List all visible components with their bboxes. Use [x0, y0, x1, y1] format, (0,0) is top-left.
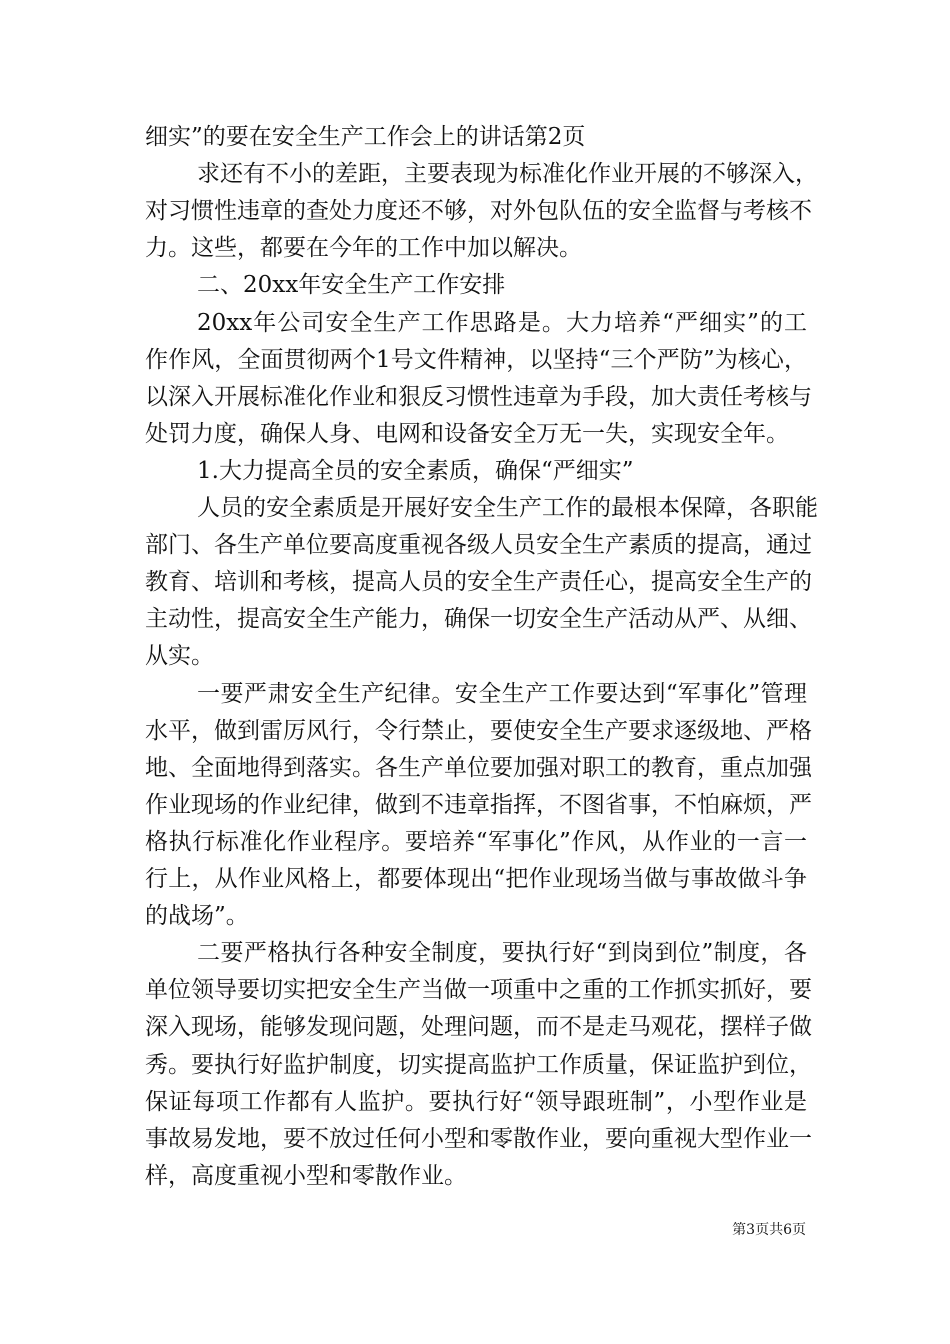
text-line: 二、20xx年安全生产工作安排	[197, 272, 506, 299]
text-line: 水平，做到雷厉风行，令行禁止，要使安全生产要求逐级地、严格	[145, 717, 812, 744]
text-line: 格执行标准化作业程序。要培养“军事化”作风，从作业的一言一	[145, 828, 807, 855]
text-line: 深入现场，能够发现问题，处理问题，而不是走马观花，摆样子做	[145, 1014, 812, 1041]
text-line: 二要严格执行各种安全制度，要执行好“到岗到位”制度，各	[197, 940, 807, 967]
text-line: 人员的安全素质是开展好安全生产工作的最根本保障，各职能	[197, 495, 818, 521]
text-line: 1.大力提高全员的安全素质，确保“严细实”	[197, 457, 634, 484]
text-line: 处罚力度，确保人身、电网和设备安全万无一失，实现安全年。	[145, 420, 789, 447]
text-line: 教育、培训和考核，提高人员的安全生产责任心，提高安全生产的	[145, 569, 812, 596]
text-line: 秀。要执行好监护制度，切实提高监护工作质量，保证监护到位，	[145, 1051, 812, 1078]
text-line: 部门、各生产单位要高度重视各级人员安全生产素质的提高，通过	[145, 532, 812, 559]
text-line: 行上，从作业风格上，都要体现出“把作业现场当做与事故做斗争	[145, 866, 807, 892]
text-line: 以深入开展标准化作业和狠反习惯性违章为手段，加大责任考核与	[145, 383, 812, 410]
text-line: 力。这些，都要在今年的工作中加以解决。	[145, 235, 582, 262]
page-heading-line: 细实”的要在安全生产工作会上的讲话第2页	[145, 124, 586, 150]
page-number: 第3页共6页	[732, 1222, 806, 1238]
text-line: 从实。	[145, 643, 214, 670]
text-line: 单位领导要切实把安全生产当做一项重中之重的工作抓实抓好，要	[145, 977, 812, 1004]
text-line: 地、全面地得到落实。各生产单位要加强对职工的教育，重点加强	[145, 754, 812, 781]
text-line: 事故易发地，要不放过任何小型和零散作业，要向重视大型作业一	[145, 1125, 812, 1152]
text-line: 主动性，提高安全生产能力，确保一切安全生产活动从严、从细、	[145, 606, 812, 633]
text-line: 20xx年公司安全生产工作思路是。大力培养“严细实”的工	[197, 309, 807, 336]
text-line: 一要严肃安全生产纪律。安全生产工作要达到“军事化”管理	[197, 680, 807, 707]
text-line: 样，高度重视小型和零散作业。	[145, 1162, 467, 1189]
text-line: 求还有不小的差距，主要表现为标准化作业开展的不够深入，	[197, 161, 818, 188]
text-line: 作作风，全面贯彻两个1号文件精神，以坚持“三个严防”为核心，	[145, 346, 807, 373]
text-line: 作业现场的作业纪律，做到不违章指挥，不图省事，不怕麻烦，严	[145, 791, 812, 818]
text-line: 的战场”。	[145, 903, 249, 930]
text-line: 保证每项工作都有人监护。要执行好“领导跟班制”，小型作业是	[145, 1088, 807, 1115]
text-line: 对习惯性违章的查处力度还不够，对外包队伍的安全监督与考核不	[145, 198, 812, 225]
